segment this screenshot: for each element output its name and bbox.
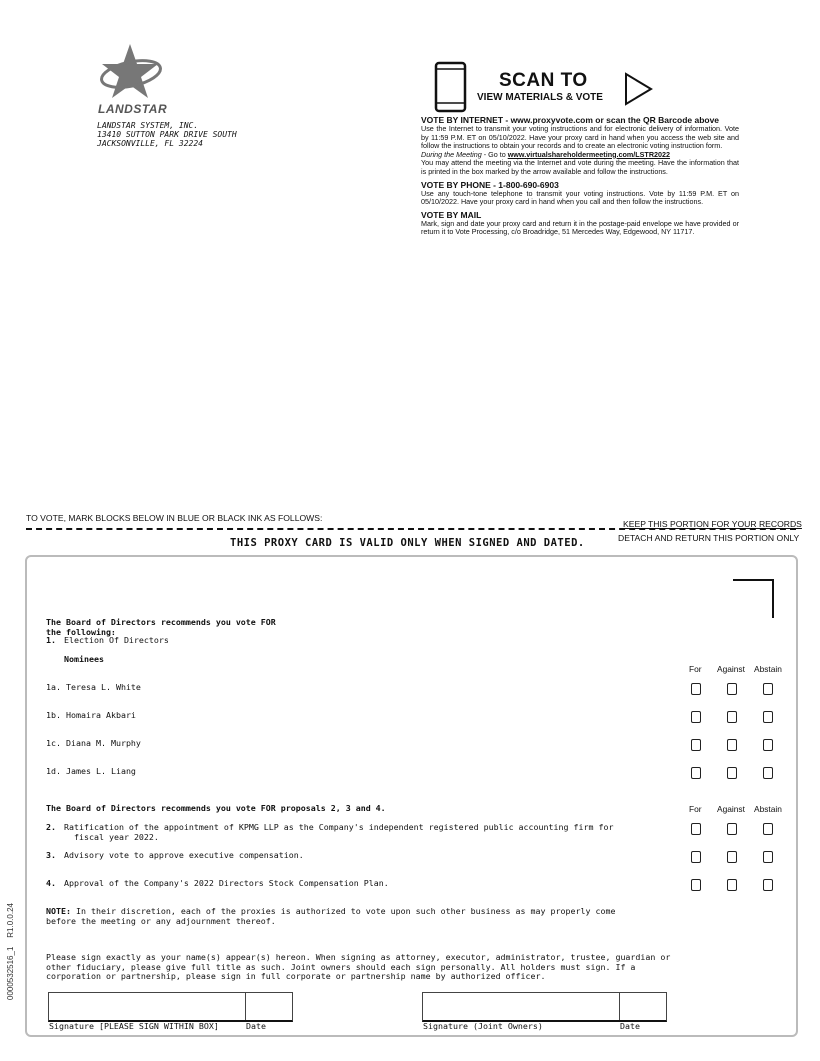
nominee-1c-abstain-checkbox[interactable] <box>763 739 773 751</box>
board-rec-2: The Board of Directors recommends you vote FOR proposals 2, 3 and 4. <box>46 803 386 813</box>
nominee-num: 1b. <box>46 710 61 720</box>
proposal-2-text <box>64 823 613 842</box>
item1-number: 1. <box>46 635 56 645</box>
nominee-name: James L. Liang <box>66 766 136 776</box>
company-logo <box>98 42 168 116</box>
proposal-2-abstain-checkbox[interactable] <box>763 823 773 835</box>
meeting-text: You may attend the meeting via the Internet and vote during the meeting. Have the information that is printed in the box marked by the arrow available and follow the instructions. <box>421 158 739 176</box>
col-against-header: Against <box>717 664 745 674</box>
phone-heading: VOTE BY PHONE - 1-800-690-6903 <box>421 179 559 190</box>
nominees-label: Nominees <box>64 654 104 664</box>
detach-portion-label: DETACH AND RETURN THIS PORTION ONLY <box>618 533 800 543</box>
note-line1: In their discretion, each of the proxies is authorized to vote upon such other business as may properly come <box>70 906 616 916</box>
joint-date-box[interactable] <box>619 992 667 1022</box>
col-for-header-2: For <box>689 804 702 814</box>
proposal-4-against-checkbox[interactable] <box>727 879 737 891</box>
nominee-name: Teresa L. White <box>66 682 141 692</box>
signature-box[interactable] <box>48 992 246 1022</box>
col-against-header-2: Against <box>717 804 745 814</box>
sign-line1: Please sign exactly as your name(s) appear(s) hereon. When signing as attorney, executor, administrator, trustee, guardian or <box>46 952 671 962</box>
proposal-3-against-checkbox[interactable] <box>727 851 737 863</box>
keep-portion-label: KEEP THIS PORTION FOR YOUR RECORDS <box>623 519 802 529</box>
sign-line3: corporation or partnership, please sign in full corporate or partnership name by authorized officer. <box>46 971 546 981</box>
nominee-1d <box>46 767 136 777</box>
company-address <box>97 121 237 148</box>
proposal-2-line2: fiscal year 2022. <box>74 831 159 842</box>
item1-text: Election Of Directors <box>64 635 169 645</box>
proposal-2-for-checkbox[interactable] <box>691 823 701 835</box>
date-label: Date <box>246 1021 266 1031</box>
joint-signature-label: Signature (Joint Owners) <box>423 1021 543 1031</box>
proposal-4-abstain-checkbox[interactable] <box>763 879 773 891</box>
detach-line <box>26 528 796 530</box>
nominee-name: Homaira Akbari <box>66 710 136 720</box>
address-line1: 13410 SUTTON PARK DRIVE SOUTH <box>97 130 237 139</box>
proposal-2-number: 2. <box>46 822 56 832</box>
joint-signature-box[interactable] <box>422 992 620 1022</box>
nominee-1a-against-checkbox[interactable] <box>727 683 737 695</box>
nominee-name: Diana M. Murphy <box>66 738 141 748</box>
nominee-1c-against-checkbox[interactable] <box>727 739 737 751</box>
address-line2: JACKSONVILLE, FL 32224 <box>97 139 203 148</box>
date-box[interactable] <box>245 992 293 1022</box>
nominee-num: 1a. <box>46 682 61 692</box>
col-abstain-header-2: Abstain <box>754 804 782 814</box>
nominee-1b-for-checkbox[interactable] <box>691 711 701 723</box>
nominee-1a-for-checkbox[interactable] <box>691 683 701 695</box>
internet-heading: VOTE BY INTERNET - www.proxyvote.com or scan the QR Barcode above <box>421 115 720 125</box>
proposal-4-text: Approval of the Company's 2022 Directors Stock Compensation Plan. <box>64 878 389 888</box>
proposal-3-number: 3. <box>46 850 56 860</box>
proposal-3-abstain-checkbox[interactable] <box>763 851 773 863</box>
nominee-1a <box>46 683 141 693</box>
valid-notice: THIS PROXY CARD IS VALID ONLY WHEN SIGNED AND DATED. <box>230 537 585 549</box>
proposal-2-line1: Ratification of the appointment of KPMG LLP as the Company's independent registered public accounting firm for <box>64 822 614 832</box>
sign-line2: other fiduciary, please give full title as such. Joint owners should each sign personally. All holders must sign. If a <box>46 961 636 972</box>
nominee-1d-for-checkbox[interactable] <box>691 767 701 779</box>
phone-icon <box>434 61 468 113</box>
meeting-url-link[interactable]: www.virtualshareholdermeeting.com/LSTR2022 <box>507 149 671 159</box>
nominee-1c <box>46 739 141 749</box>
meeting-prefix: During the Meeting <box>421 149 482 159</box>
nominee-1b-abstain-checkbox[interactable] <box>763 711 773 723</box>
internet-text: Use the Internet to transmit your voting instructions and for electronic delivery of information. Vote by 11:59 P.M. ET on 05/10/2022. Have your proxy card in hand when you access the web site and follow the instructions to obtain your records and to create an electronic voting instruction form. <box>421 124 739 151</box>
col-abstain-header: Abstain <box>754 664 782 674</box>
scan-subtitle: VIEW MATERIALS & VOTE <box>477 92 603 103</box>
meeting-goto: - Go to <box>481 149 508 159</box>
side-code-1: 0000532516_1 <box>6 946 15 1000</box>
note-text <box>46 907 615 926</box>
logo-wordmark: LANDSTAR <box>98 102 168 116</box>
arrow-right-icon <box>624 72 654 106</box>
sign-instructions <box>46 953 670 982</box>
side-code <box>6 903 15 1000</box>
proposal-3-for-checkbox[interactable] <box>691 851 701 863</box>
nominee-1b-against-checkbox[interactable] <box>727 711 737 723</box>
company-name: LANDSTAR SYSTEM, INC. <box>97 121 199 130</box>
col-for-header: For <box>689 664 702 674</box>
nominee-1d-abstain-checkbox[interactable] <box>763 767 773 779</box>
note-label: NOTE: <box>46 906 71 916</box>
nominee-1d-against-checkbox[interactable] <box>727 767 737 779</box>
nominee-1b <box>46 711 136 721</box>
mail-heading: VOTE BY MAIL <box>421 209 482 220</box>
proposal-4-number: 4. <box>46 878 56 888</box>
star-logo-icon <box>98 42 164 104</box>
proposal-3-text: Advisory vote to approve executive compensation. <box>64 850 304 860</box>
board-rec-1-line1: The Board of Directors recommends you vote FOR <box>46 617 276 627</box>
signature-label: Signature [PLEASE SIGN WITHIN BOX] <box>49 1021 219 1031</box>
corner-arrow-mark <box>732 578 776 620</box>
joint-date-label: Date <box>620 1021 640 1031</box>
nominee-num: 1d. <box>46 766 61 776</box>
side-code-2: R1.0.0.24 <box>6 903 15 938</box>
nominee-1a-abstain-checkbox[interactable] <box>763 683 773 695</box>
proposal-4-for-checkbox[interactable] <box>691 879 701 891</box>
mail-text: Mark, sign and date your proxy card and return it in the postage-paid envelope we have provided or return it to Vote Processing, c/o Broadridge, 51 Mercedes Way, Edgewood, NY 11717. <box>421 218 739 237</box>
phone-text: Use any touch-tone telephone to transmit your voting instructions. Vote by 11:59 P.M. ET on 05/10/2022. Have your proxy card in hand when you call and then follow the instructions. <box>421 188 739 207</box>
nominee-1c-for-checkbox[interactable] <box>691 739 701 751</box>
nominee-num: 1c. <box>46 738 61 748</box>
proposal-2-against-checkbox[interactable] <box>727 823 737 835</box>
voting-instructions <box>421 115 739 237</box>
note-line2: before the meeting or any adjournment thereof. <box>46 915 276 926</box>
mark-blocks-instruction: TO VOTE, MARK BLOCKS BELOW IN BLUE OR BLACK INK AS FOLLOWS: <box>26 513 323 523</box>
scan-title: SCAN TO <box>499 70 588 91</box>
board-rec-1-line2: the following: <box>46 626 116 637</box>
